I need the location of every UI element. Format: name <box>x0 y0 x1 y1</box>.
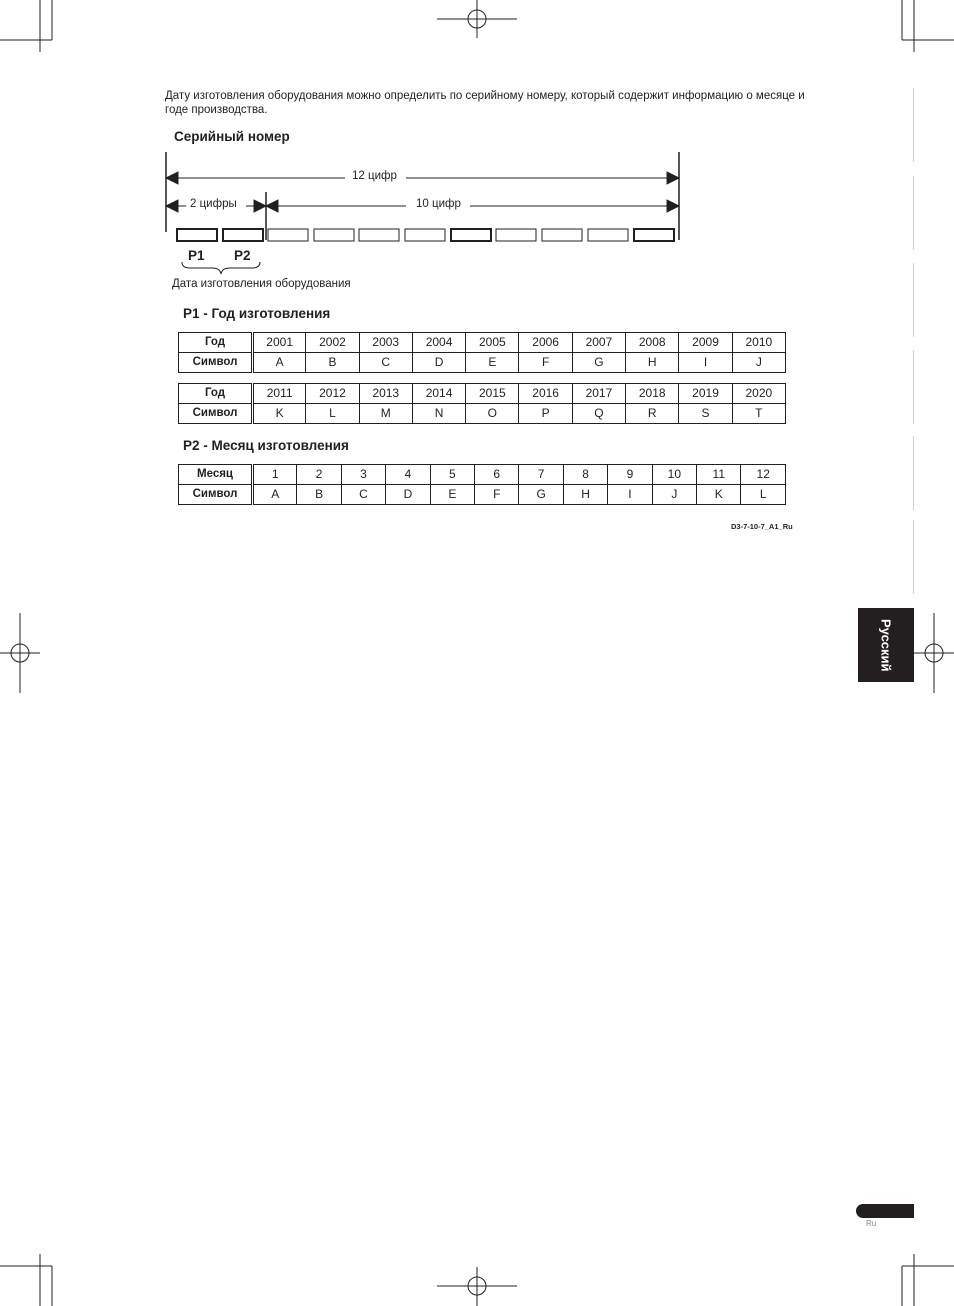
year-cell: 2019 <box>679 384 732 404</box>
p2-label: P2 <box>234 248 251 263</box>
table-row <box>179 485 786 505</box>
symbol-cell: H <box>563 485 607 505</box>
year-cell: 2016 <box>519 384 572 404</box>
first-digits-label: 2 цифры <box>190 198 237 210</box>
symbol-cell: H <box>626 353 679 373</box>
month-cell: 2 <box>297 465 341 485</box>
side-divider <box>913 350 914 424</box>
month-cell: 12 <box>741 465 786 485</box>
symbol-cell: N <box>412 404 465 424</box>
table-row <box>179 384 786 404</box>
year-cell: 2007 <box>572 333 625 353</box>
symbol-cell: L <box>306 404 359 424</box>
month-cell: 5 <box>430 465 474 485</box>
month-cell: 3 <box>341 465 385 485</box>
brace-caption: Дата изготовления оборудования <box>172 278 351 290</box>
symbol-cell: F <box>475 485 519 505</box>
table-row <box>179 333 786 353</box>
symbol-cell: D <box>412 353 465 373</box>
year-cell: 2003 <box>359 333 412 353</box>
total-digits-label: 12 цифр <box>348 170 401 182</box>
symbol-cell: B <box>306 353 359 373</box>
row-header: Месяц <box>179 465 253 485</box>
month-cell: 1 <box>253 465 297 485</box>
table-row <box>179 353 786 373</box>
month-section-title: P2 - Месяц изготовления <box>183 438 349 453</box>
symbol-cell: A <box>253 485 297 505</box>
year-section-title: P1 - Год изготовления <box>183 306 331 321</box>
year-cell: 2012 <box>306 384 359 404</box>
year-cell: 2009 <box>679 333 732 353</box>
symbol-cell: E <box>430 485 474 505</box>
symbol-cell: J <box>652 485 696 505</box>
month-cell: 9 <box>608 465 652 485</box>
month-cell: 11 <box>697 465 741 485</box>
symbol-cell: K <box>253 404 306 424</box>
year-cell: 2015 <box>466 384 519 404</box>
symbol-cell: L <box>741 485 786 505</box>
intro-paragraph: Дату изготовления оборудования можно определить по серийному номеру, который содержит информацию о месяце и годе производства. <box>165 90 805 116</box>
year-cell: 2017 <box>572 384 625 404</box>
p1-label: P1 <box>188 248 205 263</box>
year-cell: 2010 <box>732 333 785 353</box>
month-cell: 7 <box>519 465 563 485</box>
row-header: Символ <box>179 404 253 424</box>
symbol-cell: M <box>359 404 412 424</box>
symbol-cell: I <box>608 485 652 505</box>
month-cell: 10 <box>652 465 696 485</box>
symbol-cell: B <box>297 485 341 505</box>
row-header: Год <box>179 333 253 353</box>
symbol-cell: D <box>386 485 430 505</box>
year-cell: 2001 <box>253 333 306 353</box>
year-cell: 2018 <box>626 384 679 404</box>
year-cell: 2006 <box>519 333 572 353</box>
symbol-cell: P <box>519 404 572 424</box>
year-cell: 2011 <box>253 384 306 404</box>
year-cell: 2005 <box>466 333 519 353</box>
symbol-cell: S <box>679 404 732 424</box>
year-cell: 2013 <box>359 384 412 404</box>
table-row <box>179 465 786 485</box>
month-table <box>178 464 786 505</box>
symbol-cell: F <box>519 353 572 373</box>
page-language-code: Ru <box>866 1219 877 1228</box>
month-cell: 6 <box>475 465 519 485</box>
side-divider <box>913 436 914 510</box>
symbol-cell: C <box>359 353 412 373</box>
year-cell: 2008 <box>626 333 679 353</box>
side-divider <box>913 176 914 250</box>
document-id: D3-7-10-7_A1_Ru <box>731 522 793 531</box>
side-divider <box>913 88 914 162</box>
side-divider <box>913 520 914 594</box>
symbol-cell: R <box>626 404 679 424</box>
row-header: Символ <box>179 485 253 505</box>
side-divider <box>913 263 914 337</box>
year-cell: 2002 <box>306 333 359 353</box>
page-number-bar <box>856 1204 914 1218</box>
year-cell: 2020 <box>732 384 785 404</box>
symbol-cell: G <box>519 485 563 505</box>
symbol-cell: K <box>697 485 741 505</box>
row-header: Символ <box>179 353 253 373</box>
symbol-cell: G <box>572 353 625 373</box>
symbol-cell: I <box>679 353 732 373</box>
symbol-cell: O <box>466 404 519 424</box>
row-header: Год <box>179 384 253 404</box>
year-table-1 <box>178 332 786 373</box>
table-row <box>179 404 786 424</box>
language-tab-label: Русский <box>878 618 894 672</box>
symbol-cell: T <box>732 404 785 424</box>
year-table-2 <box>178 383 786 424</box>
symbol-cell: E <box>466 353 519 373</box>
rest-digits-label: 10 цифр <box>412 198 465 210</box>
year-cell: 2014 <box>412 384 465 404</box>
year-cell: 2004 <box>412 333 465 353</box>
month-cell: 4 <box>386 465 430 485</box>
serial-title: Серийный номер <box>174 129 290 144</box>
symbol-cell: A <box>253 353 306 373</box>
month-cell: 8 <box>563 465 607 485</box>
symbol-cell: J <box>732 353 785 373</box>
symbol-cell: Q <box>572 404 625 424</box>
symbol-cell: C <box>341 485 385 505</box>
